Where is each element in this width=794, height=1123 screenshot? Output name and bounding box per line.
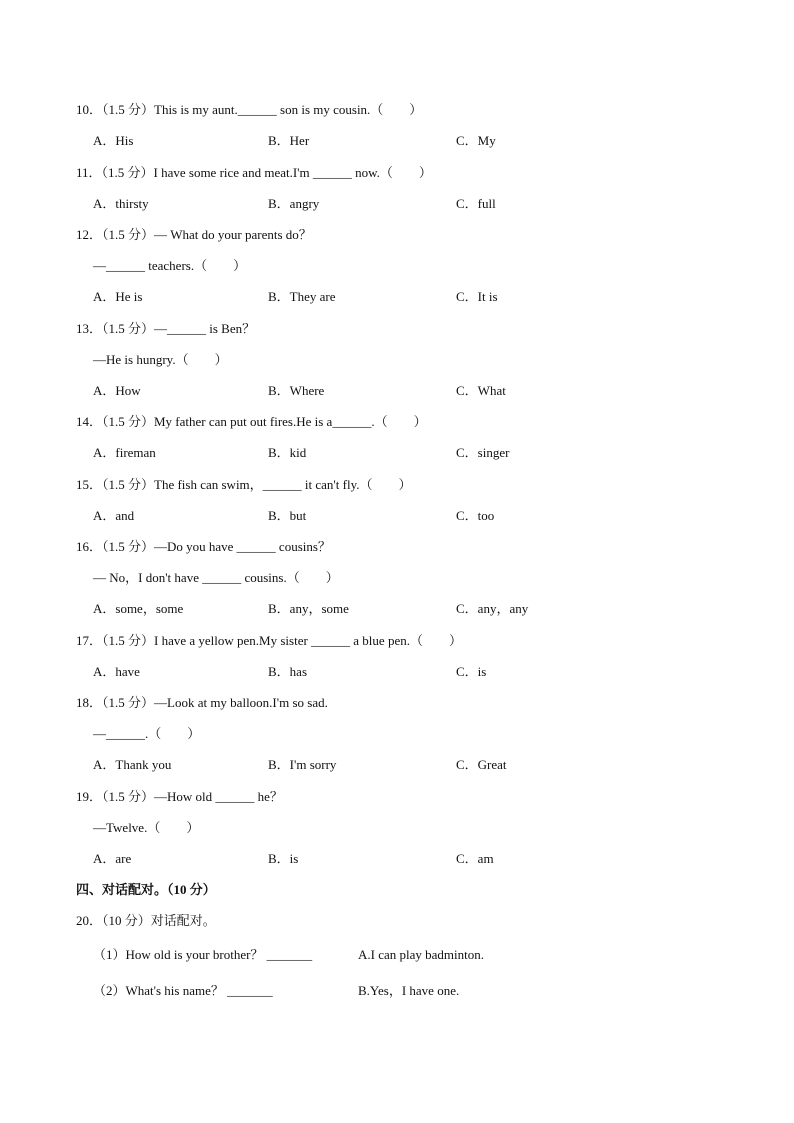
question-16-reply: — No，I don't have ______ cousins.（ ） bbox=[93, 570, 339, 585]
question-10-option-b: B．Her bbox=[268, 133, 310, 148]
question-12-option-a: A．He is bbox=[93, 289, 143, 304]
question-15-option-b: B．but bbox=[268, 508, 307, 523]
question-11-option-c: C．full bbox=[456, 196, 496, 211]
match-row-1-answer: A.I can play badminton. bbox=[358, 947, 484, 962]
question-18-option-a: A．Thank you bbox=[93, 757, 172, 772]
question-14-option-c: C．singer bbox=[456, 445, 510, 460]
question-17-prompt: 17．（1.5 分）I have a yellow pen.My sister ______ a blue pen.（ ） bbox=[76, 633, 462, 648]
question-19-reply: —Twelve.（ ） bbox=[93, 820, 200, 835]
question-10-option-a: A．His bbox=[93, 133, 134, 148]
question-11-prompt: 11．（1.5 分）I have some rice and meat.I'm ______ now.（ ） bbox=[76, 165, 432, 180]
question-17-option-a: A．have bbox=[93, 664, 140, 679]
question-10-option-c: C．My bbox=[456, 133, 496, 148]
question-13-reply: —He is hungry.（ ） bbox=[93, 352, 228, 367]
question-14-option-b: B．kid bbox=[268, 445, 307, 460]
question-18-prompt: 18．（1.5 分）—Look at my balloon.I'm so sad. bbox=[76, 695, 328, 710]
question-17-option-c: C．is bbox=[456, 664, 487, 679]
question-19-option-b: B．is bbox=[268, 851, 299, 866]
match-row-2-answer: B.Yes，I have one. bbox=[358, 983, 460, 998]
question-11-option-b: B．angry bbox=[268, 196, 320, 211]
question-16-prompt: 16．（1.5 分）—Do you have ______ cousins？ bbox=[76, 539, 331, 554]
question-16-option-b: B．any，some bbox=[268, 601, 349, 616]
question-19-prompt: 19．（1.5 分）—How old ______ he？ bbox=[76, 789, 283, 804]
question-17-option-b: B．has bbox=[268, 664, 308, 679]
section-title: 四、对话配对。（10 分） bbox=[76, 882, 216, 897]
question-12-prompt: 12．（1.5 分）— What do your parents do？ bbox=[76, 227, 312, 242]
question-11-option-a: A．thirsty bbox=[93, 196, 149, 211]
question-13-prompt: 13．（1.5 分）—______ is Ben？ bbox=[76, 321, 256, 336]
question-13-option-b: B．Where bbox=[268, 383, 325, 398]
match-row-2-question: （2）What's his name？ _______ bbox=[93, 983, 273, 998]
question-15-option-a: A．and bbox=[93, 508, 135, 523]
question-12-reply: —______ teachers.（ ） bbox=[93, 258, 247, 273]
question-18-reply: —______.（ ） bbox=[93, 726, 201, 741]
question-19-option-a: A．are bbox=[93, 851, 132, 866]
question-15-option-c: C．too bbox=[456, 508, 495, 523]
question-13-option-a: A．How bbox=[93, 383, 141, 398]
question-14-prompt: 14．（1.5 分）My father can put out fires.He is a______.（ ） bbox=[76, 414, 427, 429]
question-18-option-b: B．I'm sorry bbox=[268, 757, 337, 772]
question-18-option-c: C．Great bbox=[456, 757, 507, 772]
match-row-1-question: （1）How old is your brother？ _______ bbox=[93, 947, 313, 962]
question-12-option-b: B．They are bbox=[268, 289, 336, 304]
question-19-option-c: C．am bbox=[456, 851, 494, 866]
question-12-option-c: C．It is bbox=[456, 289, 498, 304]
question-10-prompt: 10．（1.5 分）This is my aunt.______ son is my cousin.（ ） bbox=[76, 102, 423, 117]
question-16-option-c: C．any，any bbox=[456, 601, 529, 616]
question-14-option-a: A．fireman bbox=[93, 445, 156, 460]
question-20-prompt: 20．（10 分）对话配对。 bbox=[76, 913, 216, 928]
question-13-option-c: C．What bbox=[456, 383, 506, 398]
question-16-option-a: A．some，some bbox=[93, 601, 184, 616]
question-15-prompt: 15．（1.5 分）The fish can swim，______ it can't fly.（ ） bbox=[76, 477, 412, 492]
